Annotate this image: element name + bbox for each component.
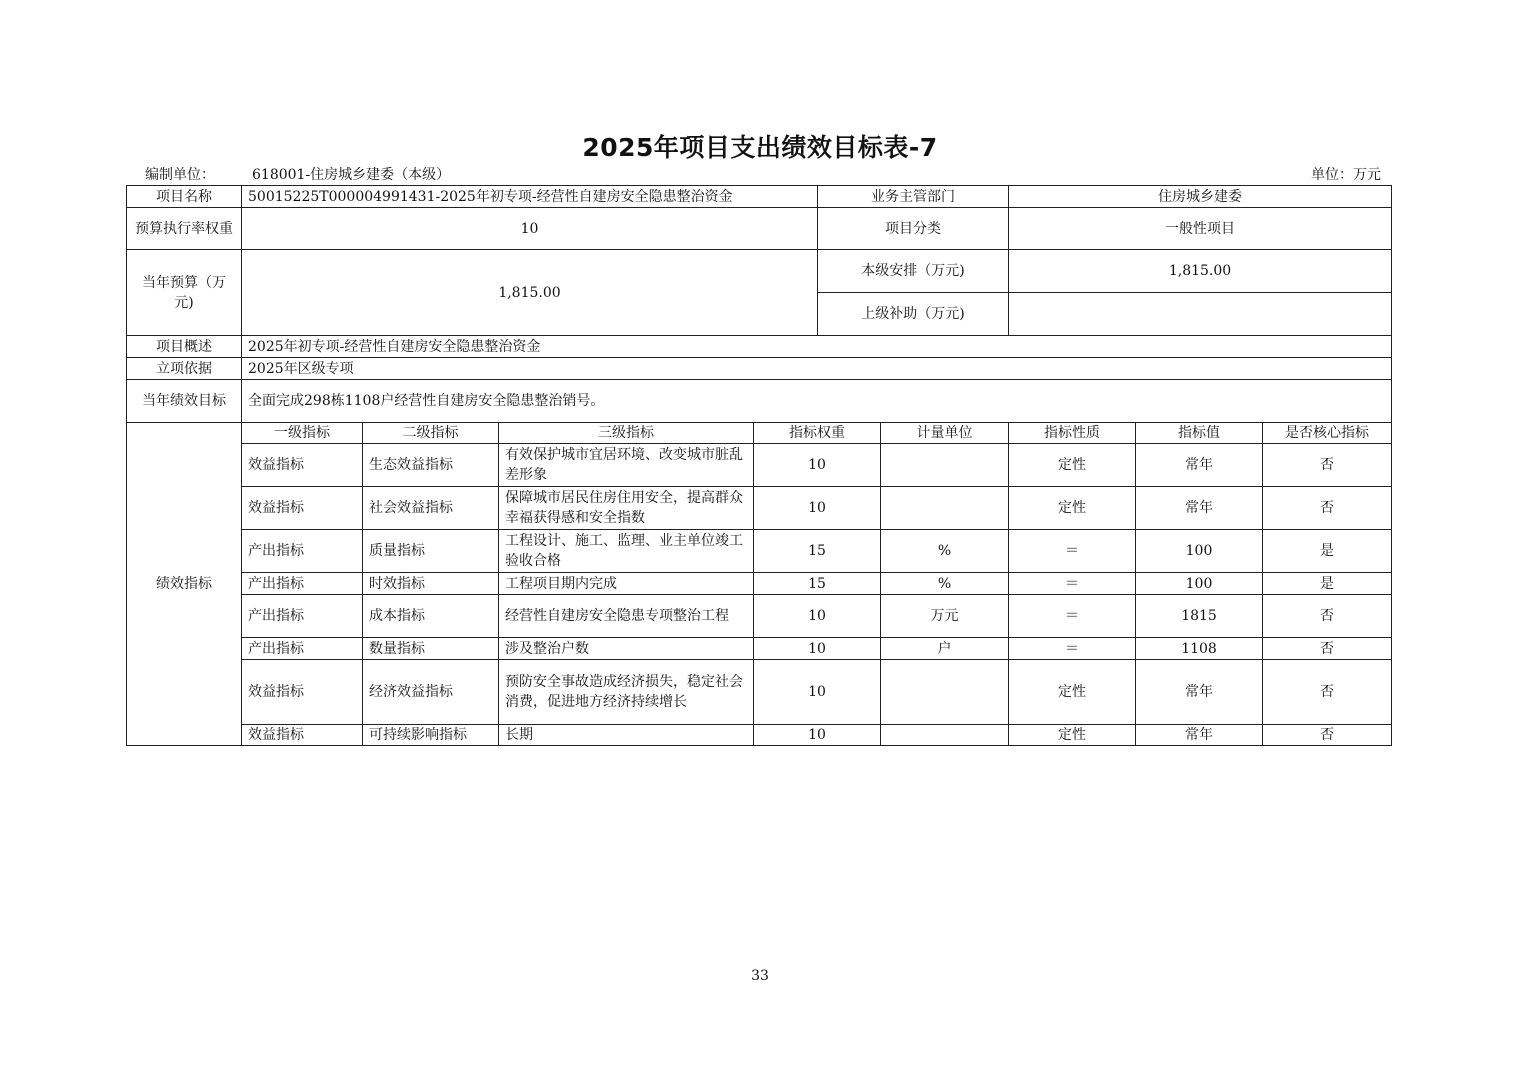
nature-cell: ＝ bbox=[1009, 530, 1136, 573]
weight-cell: 10 bbox=[754, 487, 881, 530]
level2-cell: 经济效益指标 bbox=[363, 660, 499, 725]
level3-cell: 预防安全事故造成经济损失，稳定社会消费，促进地方经济持续增长 bbox=[499, 660, 754, 725]
nature-cell: 定性 bbox=[1009, 660, 1136, 725]
core-cell: 否 bbox=[1263, 638, 1392, 660]
weight-cell: 15 bbox=[754, 573, 881, 595]
dept-label: 业务主管部门 bbox=[818, 186, 1009, 208]
level1-cell: 产出指标 bbox=[242, 530, 363, 573]
basis-label: 立项依据 bbox=[127, 358, 242, 380]
value-cell: 常年 bbox=[1136, 660, 1263, 725]
level1-cell: 效益指标 bbox=[242, 444, 363, 487]
header-level3: 三级指标 bbox=[499, 423, 754, 444]
value-cell: 100 bbox=[1136, 530, 1263, 573]
level3-cell: 有效保护城市宜居环境、改变城市脏乱差形象 bbox=[499, 444, 754, 487]
page-number: 33 bbox=[751, 968, 769, 984]
project-name-label: 项目名称 bbox=[127, 186, 242, 208]
level1-cell: 产出指标 bbox=[242, 638, 363, 660]
level1-cell: 效益指标 bbox=[242, 660, 363, 725]
core-cell: 否 bbox=[1263, 725, 1392, 746]
value-cell: 1815 bbox=[1136, 595, 1263, 638]
overview-label: 项目概述 bbox=[127, 336, 242, 358]
indicators-section-label: 绩效指标 bbox=[127, 423, 242, 746]
table-row bbox=[127, 638, 1392, 660]
unit-cell bbox=[881, 725, 1009, 746]
level2-cell: 成本指标 bbox=[363, 595, 499, 638]
table-row bbox=[127, 487, 1392, 530]
page-title: 2025年项目支出绩效目标表-7 bbox=[582, 133, 938, 162]
level3-cell: 保障城市居民住房住用安全，提高群众幸福获得感和安全指数 bbox=[499, 487, 754, 530]
core-cell: 否 bbox=[1263, 595, 1392, 638]
overview-value: 2025年初专项-经营性自建房安全隐患整治资金 bbox=[242, 336, 1392, 358]
weight-cell: 15 bbox=[754, 530, 881, 573]
budget-value: 1,815.00 bbox=[242, 250, 818, 336]
weight-cell: 10 bbox=[754, 660, 881, 725]
level2-cell: 数量指标 bbox=[363, 638, 499, 660]
weight-value: 10 bbox=[242, 208, 818, 250]
upper-subsidy-label: 上级补助（万元) bbox=[818, 293, 1009, 336]
table-row bbox=[127, 595, 1392, 638]
nature-cell: ＝ bbox=[1009, 573, 1136, 595]
unit-cell: % bbox=[881, 530, 1009, 573]
budget-label: 当年预算（万元) bbox=[127, 250, 242, 336]
compiling-unit-value: 618001-住房城乡建委（本级） bbox=[252, 167, 451, 183]
unit-cell bbox=[881, 660, 1009, 725]
upper-subsidy-value bbox=[1009, 293, 1392, 336]
table-row bbox=[127, 660, 1392, 725]
value-cell: 1108 bbox=[1136, 638, 1263, 660]
header-meta bbox=[145, 164, 1381, 184]
level2-cell: 可持续影响指标 bbox=[363, 725, 499, 746]
level3-cell: 工程项目期内完成 bbox=[499, 573, 754, 595]
nature-cell: ＝ bbox=[1009, 595, 1136, 638]
table-row bbox=[127, 725, 1392, 746]
core-cell: 是 bbox=[1263, 573, 1392, 595]
value-cell: 100 bbox=[1136, 573, 1263, 595]
weight-cell: 10 bbox=[754, 725, 881, 746]
category-label: 项目分类 bbox=[818, 208, 1009, 250]
weight-cell: 10 bbox=[754, 595, 881, 638]
header-weight: 指标权重 bbox=[754, 423, 881, 444]
value-cell: 常年 bbox=[1136, 487, 1263, 530]
dept-value: 住房城乡建委 bbox=[1009, 186, 1392, 208]
nature-cell: ＝ bbox=[1009, 638, 1136, 660]
level2-cell: 生态效益指标 bbox=[363, 444, 499, 487]
weight-cell: 10 bbox=[754, 444, 881, 487]
level1-cell: 效益指标 bbox=[242, 487, 363, 530]
category-value: 一般性项目 bbox=[1009, 208, 1392, 250]
core-cell: 是 bbox=[1263, 530, 1392, 573]
project-name-value: 50015225T000004991431-2025年初专项-经营性自建房安全隐患整治资金 bbox=[242, 186, 818, 208]
level2-cell: 质量指标 bbox=[363, 530, 499, 573]
table-row bbox=[127, 444, 1392, 487]
unit-cell: 户 bbox=[881, 638, 1009, 660]
core-cell: 否 bbox=[1263, 660, 1392, 725]
weight-label: 预算执行率权重 bbox=[127, 208, 242, 250]
core-cell: 否 bbox=[1263, 487, 1392, 530]
unit-cell: 万元 bbox=[881, 595, 1009, 638]
compiling-unit-label: 编制单位： bbox=[145, 167, 215, 183]
header-nature: 指标性质 bbox=[1009, 423, 1136, 444]
unit-cell bbox=[881, 444, 1009, 487]
value-cell: 常年 bbox=[1136, 725, 1263, 746]
level1-cell: 产出指标 bbox=[242, 573, 363, 595]
level2-cell: 社会效益指标 bbox=[363, 487, 499, 530]
nature-cell: 定性 bbox=[1009, 725, 1136, 746]
value-cell: 常年 bbox=[1136, 444, 1263, 487]
local-allocation-value: 1,815.00 bbox=[1009, 250, 1392, 293]
money-unit: 单位：万元 bbox=[1311, 167, 1381, 183]
header-value: 指标值 bbox=[1136, 423, 1263, 444]
header-unit: 计量单位 bbox=[881, 423, 1009, 444]
basis-value: 2025年区级专项 bbox=[242, 358, 1392, 380]
level1-cell: 产出指标 bbox=[242, 595, 363, 638]
table-row bbox=[127, 573, 1392, 595]
core-cell: 否 bbox=[1263, 444, 1392, 487]
performance-table bbox=[126, 185, 1392, 746]
header-level2: 二级指标 bbox=[363, 423, 499, 444]
level3-cell: 长期 bbox=[499, 725, 754, 746]
level3-cell: 涉及整治户数 bbox=[499, 638, 754, 660]
level3-cell: 经营性自建房安全隐患专项整治工程 bbox=[499, 595, 754, 638]
unit-cell: % bbox=[881, 573, 1009, 595]
goal-label: 当年绩效目标 bbox=[127, 380, 242, 423]
weight-cell: 10 bbox=[754, 638, 881, 660]
level2-cell: 时效指标 bbox=[363, 573, 499, 595]
level1-cell: 效益指标 bbox=[242, 725, 363, 746]
nature-cell: 定性 bbox=[1009, 444, 1136, 487]
level3-cell: 工程设计、施工、监理、业主单位竣工验收合格 bbox=[499, 530, 754, 573]
table-row bbox=[127, 530, 1392, 573]
header-level1: 一级指标 bbox=[242, 423, 363, 444]
header-core: 是否核心指标 bbox=[1263, 423, 1392, 444]
unit-cell bbox=[881, 487, 1009, 530]
nature-cell: 定性 bbox=[1009, 487, 1136, 530]
local-allocation-label: 本级安排（万元) bbox=[818, 250, 1009, 293]
goal-value: 全面完成298栋1108户经营性自建房安全隐患整治销号。 bbox=[242, 380, 1392, 423]
